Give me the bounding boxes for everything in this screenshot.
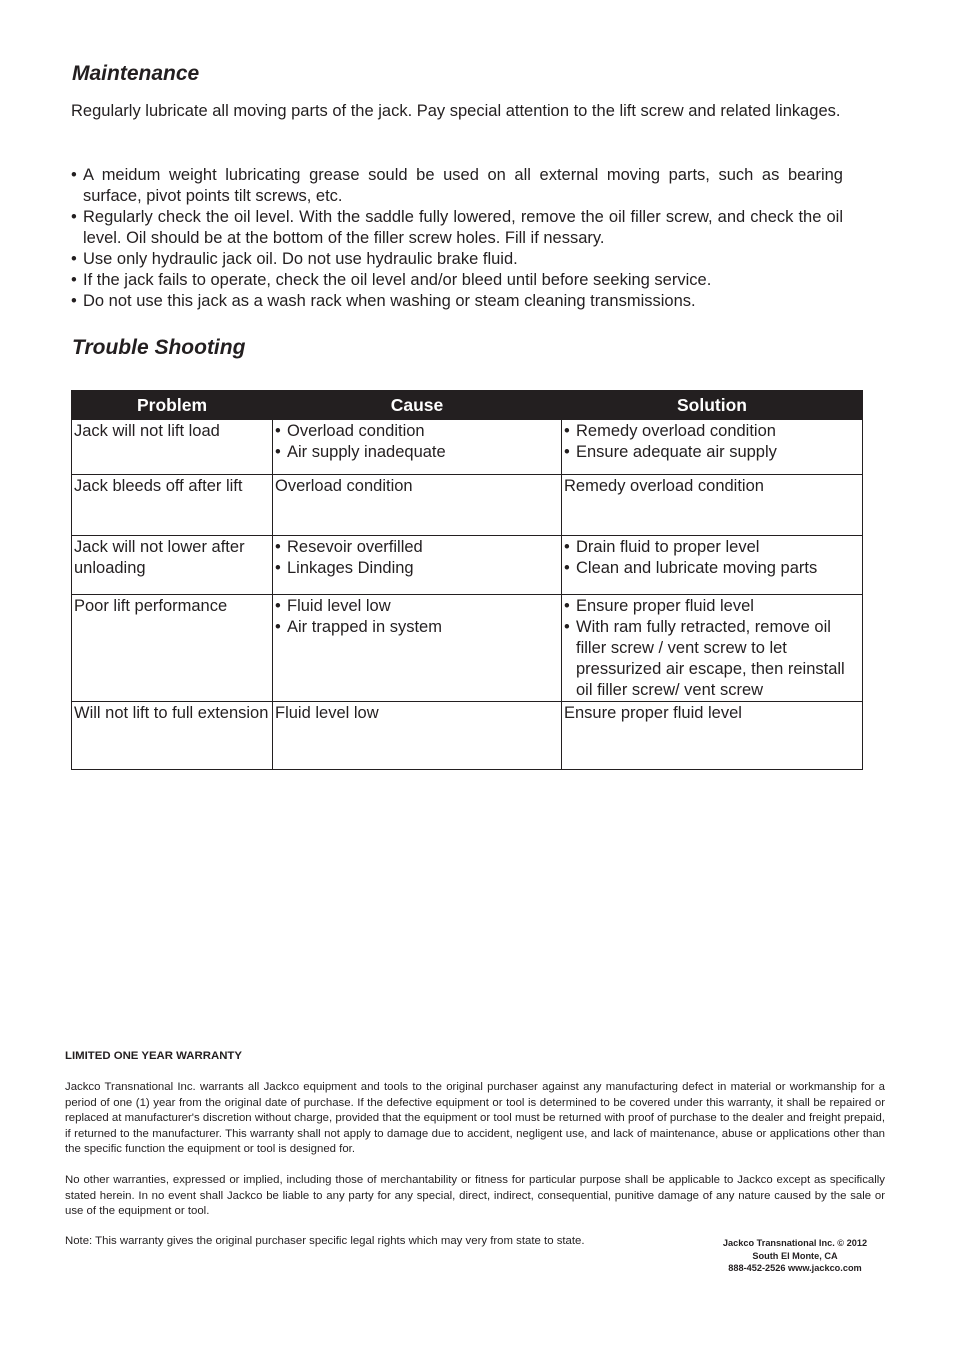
solution-item: • With ram fully retracted, remove oil filler screw / vent screw to let pressurized air escape, then reinstall oil filler screw/ vent screw xyxy=(564,617,860,701)
maintenance-bullet-list xyxy=(71,165,843,312)
maintenance-heading: Maintenance xyxy=(72,62,200,85)
table-row xyxy=(72,595,863,702)
problem-cell: Jack bleeds off after lift xyxy=(72,475,273,536)
company-contact-block xyxy=(700,1237,890,1275)
cause-cell xyxy=(273,420,562,475)
maintenance-bullet: • If the jack fails to operate, check the oil level and/or bleed until before seeking service. xyxy=(71,270,843,291)
cause-item: • Linkages Dinding xyxy=(275,558,559,579)
cause-cell xyxy=(273,536,562,595)
solution-cell: Ensure proper fluid level xyxy=(562,702,863,770)
column-header-solution: Solution xyxy=(562,391,863,420)
warranty-paragraph: No other warranties, expressed or implied, including those of merchantability or fitness for particular purpose shall be applicable to Jackco except as specifically stated herein. In no event shall Jackco be liable to any party for any special, direct, indirect, consequential, punitive damage of any nature caused by the sale or use of the equipment or tool. xyxy=(65,1174,885,1217)
troubleshooting-table xyxy=(71,390,863,770)
cause-cell: Fluid level low xyxy=(273,702,562,770)
warranty-heading: LIMITED ONE YEAR WARRANTY xyxy=(65,1050,242,1062)
warranty-note: Note: This warranty gives the original purchaser specific legal rights which may very from state to state. xyxy=(65,1235,585,1247)
table-row xyxy=(72,420,863,475)
cause-item: • Overload condition xyxy=(275,421,559,442)
solution-cell xyxy=(562,420,863,475)
solution-cell: Remedy overload condition xyxy=(562,475,863,536)
solution-item: • Ensure adequate air supply xyxy=(564,442,860,463)
maintenance-bullet: • Regularly check the oil level. With the saddle fully lowered, remove the oil filler screw, and check the oil level. Oil should be at the bottom of the filler screw holes. Fill if nessary. xyxy=(71,207,843,249)
column-header-problem: Problem xyxy=(72,391,273,420)
solution-item: • Ensure proper fluid level xyxy=(564,596,860,617)
problem-cell: Poor lift performance xyxy=(72,595,273,702)
maintenance-intro: Regularly lubricate all moving parts of the jack. Pay special attention to the lift screw and related linkages. xyxy=(71,102,841,120)
solution-item: • Clean and lubricate moving parts xyxy=(564,558,860,579)
cause-item: • Air trapped in system xyxy=(275,617,559,638)
table-row xyxy=(72,702,863,770)
troubleshooting-heading: Trouble Shooting xyxy=(72,336,246,359)
company-phone-website: 888-452-2526 www.jackco.com xyxy=(728,1263,862,1273)
table-header-row xyxy=(72,391,863,420)
problem-cell: Jack will not lift load xyxy=(72,420,273,475)
cause-cell: Overload condition xyxy=(273,475,562,536)
solution-item: • Drain fluid to proper level xyxy=(564,537,860,558)
problem-cell: Will not lift to full extension xyxy=(72,702,273,770)
solution-cell xyxy=(562,536,863,595)
maintenance-bullet: • Do not use this jack as a wash rack when washing or steam cleaning transmissions. xyxy=(71,291,843,312)
maintenance-bullet: • A meidum weight lubricating grease sould be used on all external moving parts, such as bearing surface, pivot points tilt screws, etc. xyxy=(71,165,843,207)
solution-item: • Remedy overload condition xyxy=(564,421,860,442)
company-name: Jackco Transnational Inc. © 2012 xyxy=(722,1238,868,1248)
warranty-paragraph: Jackco Transnational Inc. warrants all Jackco equipment and tools to the original purchaser against any manufacturing defect in material or workmanship for a period of one (1) year from the original date of purchase. If the defective equipment or tool is determined to be covered under this warranty, it shall be repaired or replaced at manufacturer's discretion without charge, provided that the equipment or tool must be returned with proof of purchase to the dealer and freight prepaid, if returned to the manufacturer. This warranty shall not apply to damage due to accident, negligent use, and lack of maintenance, abuse or applications other than the specific function the equipment or tool is designed for. xyxy=(65,1081,885,1155)
cause-item: • Fluid level low xyxy=(275,596,559,617)
company-location: South El Monte, CA xyxy=(752,1250,838,1261)
solution-cell xyxy=(562,595,863,702)
problem-cell: Jack will not lower after unloading xyxy=(72,536,273,595)
cause-item: • Air supply inadequate xyxy=(275,442,559,463)
maintenance-bullet: • Use only hydraulic jack oil. Do not use hydraulic brake fluid. xyxy=(71,249,843,270)
cause-item: • Resevoir overfilled xyxy=(275,537,559,558)
table-row xyxy=(72,536,863,595)
table-row xyxy=(72,475,863,536)
column-header-cause: Cause xyxy=(273,391,562,420)
cause-cell xyxy=(273,595,562,702)
